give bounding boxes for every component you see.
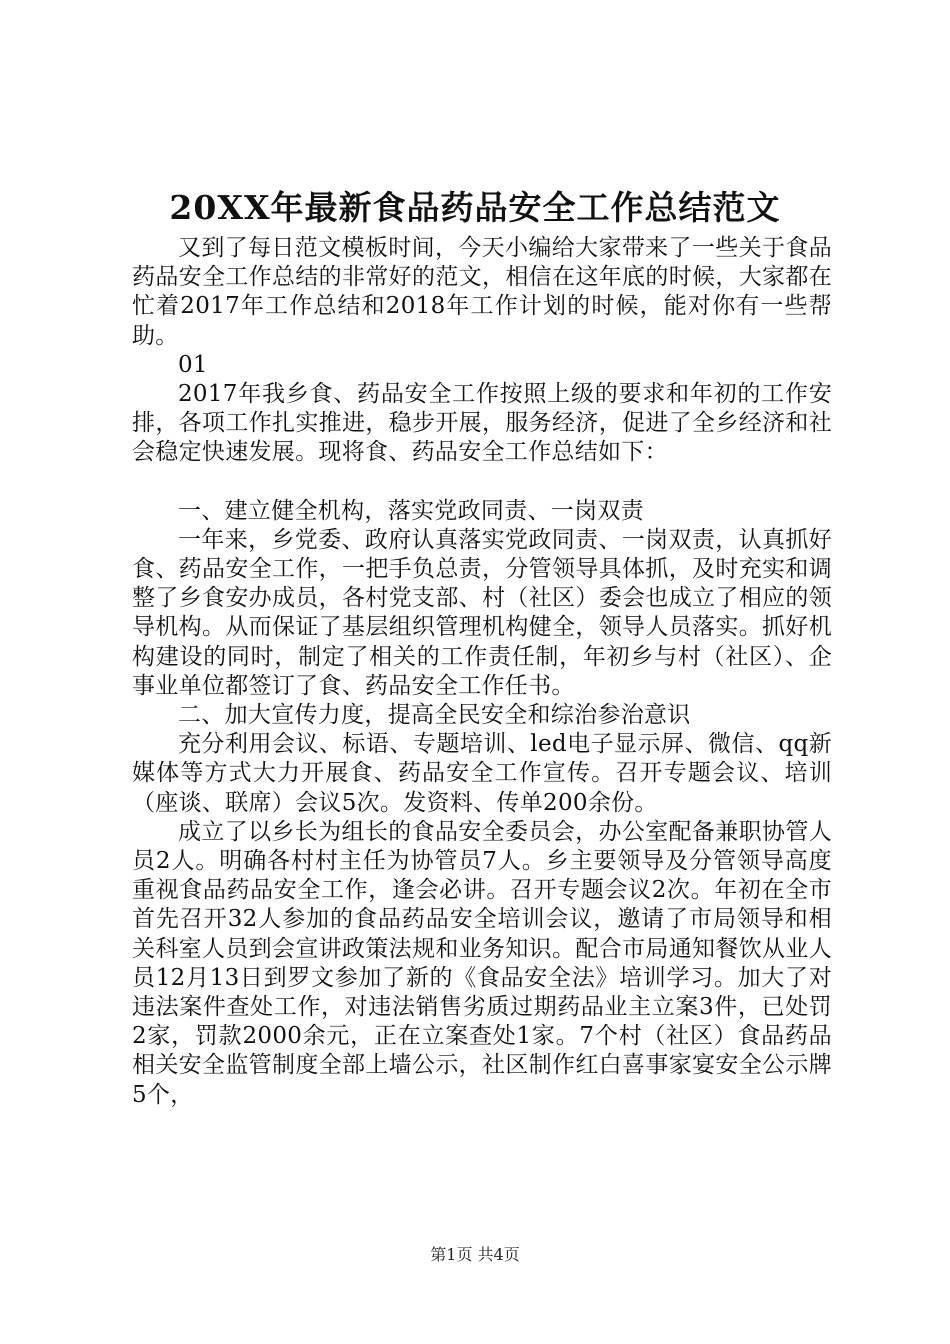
- section-number: 01: [178, 351, 208, 378]
- section-paragraph-3: 成立了以乡长为组长的食品安全委员会，办公室配备兼职协管人员2人。明确各村村主任为协管员7人。乡主要领导及分管领导高度重视食品药品安全工作，逢会必讲。召开专题会议2次。年初在全市首先召开32人参加的食品药品安全培训会议，邀请了市局领导和相关科室人员到会宣讲政策法规和业务知识。配合市局通知餐饮从业人员12月13日到罗文参加了新的《食品安全法》培训学习。加大了对违法案件查处工作，对违法销售劣质过期药品业主立案3件，已处罚2家，罚款2000余元，正在立案查处1家。7个村（社区）食品药品相关安全监管制度全部上墙公示，社区制作红白喜事家宴安全公示牌5个，: [132, 818, 832, 1108]
- paragraph-gap: [132, 468, 832, 497]
- intro-paragraph: 又到了每日范文模板时间，今天小编给大家带来了一些关于食品药品安全工作总结的非常好的范文，相信在这年底的时候，大家都在忙着2017年工作总结和2018年工作计划的时候，能对你有一些帮助。: [132, 235, 832, 349]
- page-footer: 第1页 共4页: [430, 1245, 520, 1264]
- overview-paragraph: 2017年我乡食、药品安全工作按照上级的要求和年初的工作安排，各项工作扎实推进，稳步开展，服务经济，促进了全乡经济和社会稳定快速发展。现将食、药品安全工作总结如下：: [132, 381, 832, 466]
- section-heading-2: 二、加大宣传力度，提高全民安全和综治参治意识: [178, 702, 691, 729]
- section-paragraph-1: 一年来，乡党委、政府认真落实党政同责、一岗双责，认真抓好食、药品安全工作，一把手负总责，分管领导具体抓，及时充实和调整了乡食安办成员，各村党支部、村（社区）委会也成立了相应的领导机构。从而保证了基层组织管理机构健全，领导人员落实。抓好机构建设的同时，制定了相关的工作责任制，年初乡与村（社区）、企事业单位都签订了食、药品安全工作任书。: [132, 526, 832, 699]
- section-heading-1: 一、建立健全机构，落实党政同责、一岗双责: [178, 497, 644, 524]
- document-body: [132, 234, 832, 1110]
- section-paragraph-2: 充分利用会议、标语、专题培训、led电子显示屏、微信、qq新媒体等方式大力开展食、药品安全工作宣传。召开专题会议、培训（座谈、联席）会议5次。发资料、传单200余份。: [132, 731, 832, 816]
- document-title: 20XX年最新食品药品安全工作总结范文: [169, 188, 781, 227]
